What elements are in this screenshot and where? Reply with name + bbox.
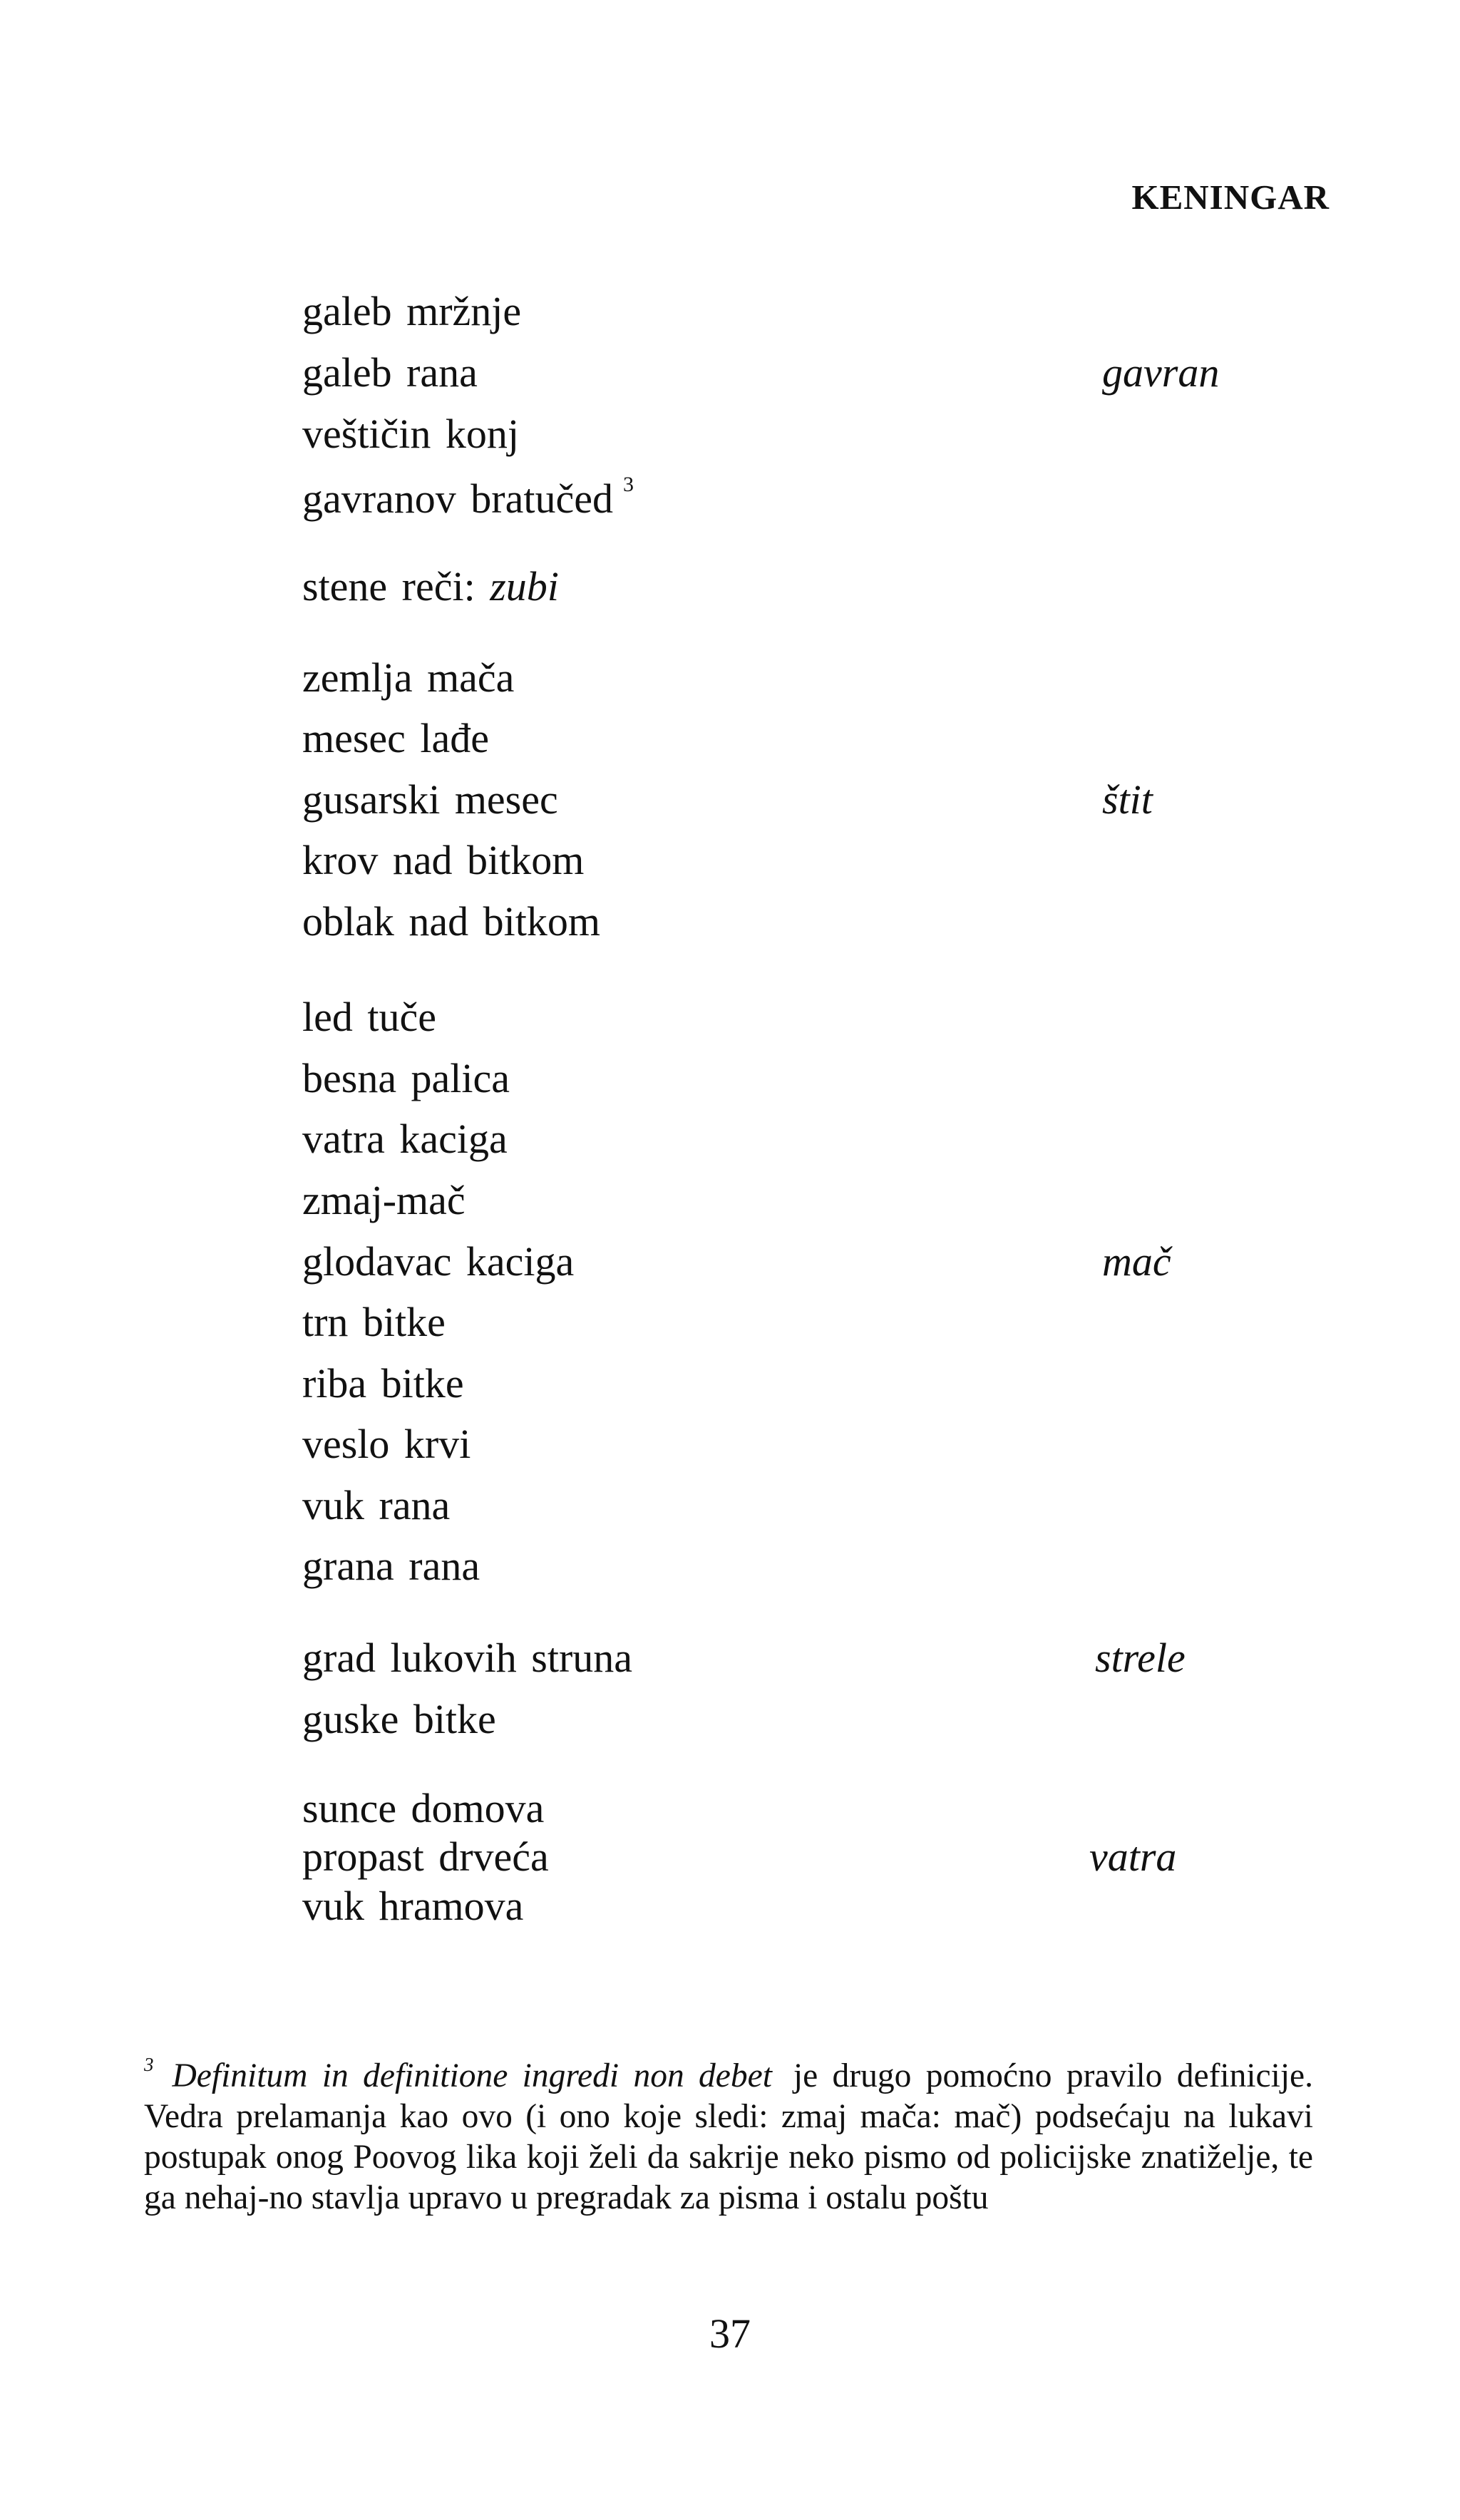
kenning-line: vatra kaciga — [302, 1116, 508, 1162]
footnote-latin-phrase: Definitum in definitione ingredi non debet — [172, 2057, 772, 2094]
answer-zubi: zubi — [490, 563, 559, 610]
kenning-line: propast drveća — [302, 1834, 549, 1880]
footnote — [144, 2045, 1313, 2218]
answer-stit: štit — [1102, 776, 1153, 823]
kenning-line: guske bitke — [302, 1696, 496, 1742]
kenning-line: grana rana — [302, 1543, 480, 1589]
kenning-line: grad lukovih struna — [302, 1635, 633, 1681]
running-header: KENINGAR — [1131, 178, 1330, 217]
footnote-reference: 3 — [622, 473, 634, 496]
kenning-text: stene reči: — [302, 563, 490, 610]
page-number: 37 — [709, 2310, 751, 2357]
kenning-text: gavranov bratučed — [302, 475, 613, 522]
answer-strele: strele — [1095, 1635, 1186, 1681]
kenning-line: oblak nad bitkom — [302, 898, 600, 945]
footnote-text: je drugo pomoćno pravilo definicije. Vedra prelamanja kao ovo (i ono koje sledi: zmaj mača: mač) podsećaju na lukavi postupak onog Poovog lika koji želi da sakrije neko pismo od policijske znatiželje, te ga nehaj-no stavlja upravo u pregradak za pisma i ostalu poštu — [144, 2057, 1313, 2216]
kenning-line: vuk hramova — [302, 1883, 524, 1929]
kenning-line: besna palica — [302, 1055, 510, 1101]
kenning-line: veslo krvi — [302, 1421, 471, 1467]
kenning-line: sunce domova — [302, 1785, 545, 1831]
kenning-line: galeb mržnje — [302, 288, 522, 334]
answer-vatra: vatra — [1089, 1834, 1177, 1880]
footnote-mark: 3 — [144, 2054, 154, 2075]
kenning-line: vuk rana — [302, 1482, 451, 1528]
kenning-line — [302, 474, 634, 520]
answer-mac: mač — [1102, 1238, 1171, 1285]
kenning-line: trn bitke — [302, 1299, 446, 1345]
kenning-line: mesec lađe — [302, 715, 490, 761]
kenning-line: galeb rana — [302, 349, 478, 396]
kenning-line: gusarski mesec — [302, 776, 558, 823]
kenning-line: led tuče — [302, 994, 436, 1040]
kenning-line: riba bitke — [302, 1360, 464, 1406]
answer-gavran: gavran — [1102, 349, 1220, 396]
kenning-line: zmaj-mač — [302, 1177, 466, 1223]
kenning-line-inline — [302, 563, 559, 610]
kenning-line: krov nad bitkom — [302, 837, 585, 883]
kenning-line: glodavac kaciga — [302, 1238, 575, 1285]
kenning-line: veštičin konj — [302, 411, 520, 457]
kenning-line: zemlja mača — [302, 654, 515, 701]
